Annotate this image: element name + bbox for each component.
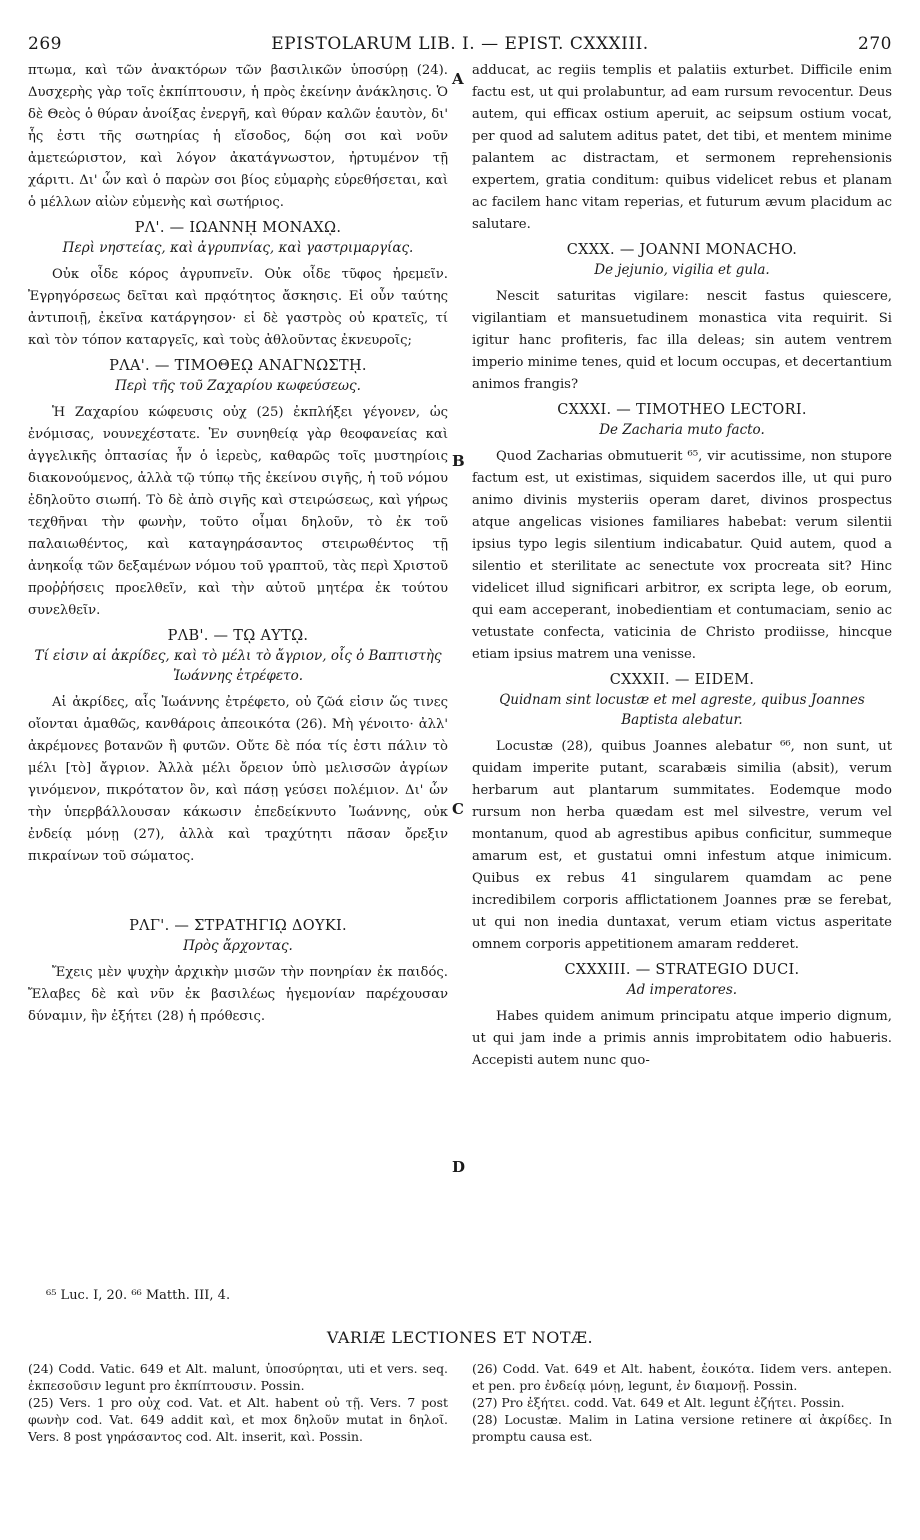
latin-paragraph-continued: adducat, ac regiis templis et palatiis exturbet. Difficile enim factu est, ut qui prolabuntur, ad eam rursum revocentur. Deus autem, qui efficax ostium aperuit, ac seipsum ostium vocat, per quod ad salutem aditus patet, det tibi, et mentem minime palantem ac distractam, et sermonem reprehensionis expertem, gratia conditum: quibus videlicet rebus et planam ac facilem hanc vitam reperias, et futurum ævum placidum ac salutare. [472,63,892,232]
notes-right-column [472,1360,892,1445]
variae-lectiones-heading: VARIÆ LECTIONES ET NOTÆ. [326,1328,594,1347]
greek-letter-133-subtitle: Πρὸς ἄρχοντας. [183,938,293,954]
greek-column [28,60,448,1028]
greek-letter-131-subtitle: Περὶ τῆς τοῦ Ζαχαρίου κωφεύσεως. [115,378,361,394]
margin-marker-c: C [452,800,464,818]
note-28: (28) Locustæ. Malim in Latina versione retinere αἱ ἀκρίδες. In promptu causa est. [472,1412,892,1444]
greek-letter-130-text: Οὐκ οἶδε κόρος ἀγρυπνεῖν. Οὐκ οἶδε τῦφος ἠρεμεῖν. Ἐγρηγόρσεως δεῖται καὶ πρᾳότητος ἄσκησις. Εἰ οὖν ταύτης ἀντιποιῇ, ἐκεῖνα κατάργησον· εἰ δὲ γαστρὸς οὐ κρατεῖς, τί καὶ τὸν τόπον καταργεῖς, καὶ τοὺς ἀθλοῦντας ἐκνευροῖς; [28,267,448,348]
greek-paragraph-continued: πτωμα, καὶ τῶν ἀνακτόρων τῶν βασιλικῶν ὑποσύρῃ (24). Δυσχερὴς γὰρ τοῖς ἐκπίπτουσιν, ἡ πρὸς ἐκείνην ἀνάκλησις. Ὁ δὲ Θεὸς ὁ θύραν ἀνοίξας ἐνεργῆ, καὶ θύραν καλῶν ἑαυτὸν, δι' ἧς ἐστι τῆς σωτηρίας ἡ εἴσοδος, δῴη σοι καὶ νοῦν ἀμετεώριστον, καὶ λόγον ἀκατάγνωστον, ἠρτυμένον τῇ χάριτι. Δι' ὧν καὶ ὁ παρὼν σοι βίος εὐμαρὴς εὑρεθήσεται, καὶ ὁ μέλλων αἰὼν εὐμενὴς καὶ σωτήριος. [28,63,448,210]
greek-letter-130-subtitle: Περὶ νηστείας, καὶ ἀγρυπνίας, καὶ γαστριμαργίας. [62,240,414,256]
latin-letter-132-subtitle: Quidnam sint locustæ et mel agreste, quibus Joannes Baptista alebatur. [499,692,865,728]
note-24: (24) Codd. Vatic. 649 et Alt. malunt, ὑποσύρηται, uti et vers. seq. ἐκπεσοῦσιν legunt pro ἐκπίπτουσιν. Possin. [28,1361,448,1393]
running-title: EPISTOLARUM LIB. I. — EPIST. CXXXIII. [271,34,649,54]
greek-letter-132-text: Αἱ ἀκρίδες, αἷς Ἰωάννης ἐτρέφετο, οὐ ζῶά εἰσιν ὥς τινες οἴονται ἀμαθῶς, κανθάροις ἀπεοικότα (26). Μὴ γένοιτο· ἀλλ' ἀκρέμονες βοτανῶν ἢ φυτῶν. Οὔτε δὲ πόα τίς ἐστι πάλιν τὸ μέλι [τὸ] ἄγριον. Ἀλλὰ μέλι ὄρειον ὑπὸ μελισσῶν ἀγρίων γινόμενον, πικρότατον ὂν, καὶ πάσῃ γεύσει πολέμιον. Δι' ὧν τὴν ὑπερβάλλουσαν κάκωσιν ἐπεδείκνυτο Ἰωάννης, οὐκ ἐνδείᾳ μόνῃ (27), ἀλλὰ καὶ τραχύτητι πᾶσαν ὄρεξιν πικραίνων τοῦ σώματος. [28,695,448,864]
latin-letter-132-title: CXXXII. — EIDEM. [609,672,755,688]
latin-letter-131-text: Quod Zacharias obmutuerit ⁶⁵, vir acutissime, non stupore factum est, ut existimas, siquidem sacerdos ille, ut qui puro animo divinis mysteriis operam daret, divinos prospectus atque angelicas visiones familiares habebat: verum silentii ipsius typo legis silentium indicabatur. Quid autem, quod a silentio et sterilitate ac senectute vox procreata sit? Hinc videlicet illud significari arbitror, ex scripta lege, ob eorum, qui eam acceperant, inobedientiam et contumaciam, senio ac vetustate confecta, vaticinia de Christo prodiisse, hincque etiam ipsius matrem una venisse. [472,449,892,662]
notes-left-column [28,1360,448,1445]
note-26: (26) Codd. Vat. 649 et Alt. habent, ἐοικότα. Iidem vers. antepen. et pen. pro ἐνδείᾳ μόνῃ, legunt, ἐν διαμονῇ. Possin. [472,1361,892,1393]
page-header [28,30,892,60]
greek-letter-132-subtitle: Τί εἰσιν αἱ ἀκρίδες, καὶ τὸ μέλι τὸ ἄγριον, οἷς ὁ Βαπτιστὴς Ἰωάννης ἐτρέφετο. [34,648,442,684]
page-number-right: 270 [858,34,892,54]
latin-letter-133-subtitle: Ad imperatores. [626,982,738,998]
latin-letter-133-text: Habes quidem animum principatu atque imperio dignum, ut qui jam inde a primis annis improbitatem odio habueris. Accepisti autem nunc quo- [472,1009,892,1068]
latin-letter-130-subtitle: De jejunio, vigilia et gula. [594,262,770,278]
latin-letter-130-text: Nescit saturitas vigilare: nescit fastus quiescere, vigilantiam et mansuetudinem monastica vita requirit. Si igitur hanc profiteris, fac illa deleas; sin autem ventrem imperio minime tenes, quid et locum occupas, et decertantium animos frangis? [472,289,892,392]
greek-letter-133-text: Ἔχεις μὲν ψυχὴν ἀρχικὴν μισῶν τὴν πονηρίαν ἐκ παιδός. Ἔλαβες δὲ καὶ νῦν ἐκ βασιλέως ἡγεμονίαν παρέχουσαν δύναμιν, ἣν ἐξήτει (28) ἡ πρόθεσις. [28,965,448,1024]
latin-letter-131-title: CXXXI. — TIMOTHEO LECTORI. [557,402,807,418]
latin-column [472,60,892,1072]
greek-letter-133-title: ΡΛΓ'. — ΣΤΡΑΤΗΓΙῼ ΔΟΥΚΙ. [129,918,347,934]
latin-letter-130-title: CXXX. — JOANNI MONACHO. [566,242,798,258]
latin-letter-131-subtitle: De Zacharia muto facto. [599,422,765,438]
margin-marker-d: D [452,1158,466,1176]
latin-letter-133-title: CXXXIII. — STRATEGIO DUCI. [564,962,800,978]
greek-letter-130-title: ΡΛ'. — ΙΩΑΝΝῌ ΜΟΝΑΧῼ. [134,220,342,236]
greek-letter-131-text: Ἡ Ζαχαρίου κώφευσις οὐχ (25) ἐκπλήξει γέγονεν, ὡς ἐνόμισας, νουνεχέστατε. Ἐν συνηθείᾳ γὰρ θεοφανείας καὶ ἀγγελικῆς ὀπτασίας ἦν ὁ ἱερεὺς, καθαρῶς τοῖς μυστηρίοις διακονούμενος, ἀλλὰ τῷ τύπῳ τῆς ἐκείνου σιγῆς, ἡ τοῦ νόμου ἐδηλοῦτο σιωπή. Τὸ δὲ ἀπὸ σιγῆς καὶ στειρώσεως, καὶ γήρως τεχθῆναι τὴν φωνὴν, τοῦτο οἶμαι δηλοῦν, τὸ ἐκ τοῦ παλαιωθέντος, καὶ καταγηράσαντος στειρωθέντος τῇ ἀνηκοΐᾳ τῶν δεξαμένων νόμου τοῦ γραπτοῦ, τὰς περὶ Χριστοῦ προῤῥήσεις προελθεῖν, καὶ τὴν αὐτοῦ μητέρα ἐκ τούτου συνελθεῖν. [28,405,448,618]
latin-letter-132-text: Locustæ (28), quibus Joannes alebatur ⁶⁶, non sunt, ut quidam imperite putant, scarabæis similia (absit), verum herbarum aut plantarum summitates. Eodemque modo rursum non herba quædam est mel silvestre, verum vel montanum, quod ab agrestibus apibus conficitur, summeque amarum est, et gustatui omni infestum atque inimicum. Quibus ex rebus 41 singularem quamdam ac pene incredibilem corporis afflictationem Joannes præ se ferebat, ut qui non inedia duntaxat, verum etiam victus asperitate omnem corporis appetitionem amaram redderet. [472,739,892,952]
margin-marker-b: B [452,452,465,470]
document-page [28,30,892,1510]
greek-letter-132-title: ΡΛΒ'. — Τῼ ΑΥΤῼ. [167,628,309,644]
footnotes: ⁶⁵ Luc. I, 20. ⁶⁶ Matth. III, 4. [46,1288,231,1303]
margin-marker-a: A [452,70,464,88]
note-27: (27) Pro ἐξήτει. codd. Vat. 649 et Alt. legunt ἐζήτει. Possin. [472,1395,845,1410]
page-number-left: 269 [28,34,62,54]
note-25: (25) Vers. 1 pro οὐχ cod. Vat. et Alt. habent οὐ τῇ. Vers. 7 post φωνὴν cod. Vat. 649 addit καὶ, et mox δηλοῦν mutat in δηλοῖ. Vers. 8 post γηράσαντος cod. Alt. inserit, καὶ. Possin. [28,1395,448,1444]
greek-letter-131-title: ΡΛΑ'. — ΤΙΜΟΘΕῼ ΑΝΑΓΝΩΣΤῌ. [109,358,367,374]
